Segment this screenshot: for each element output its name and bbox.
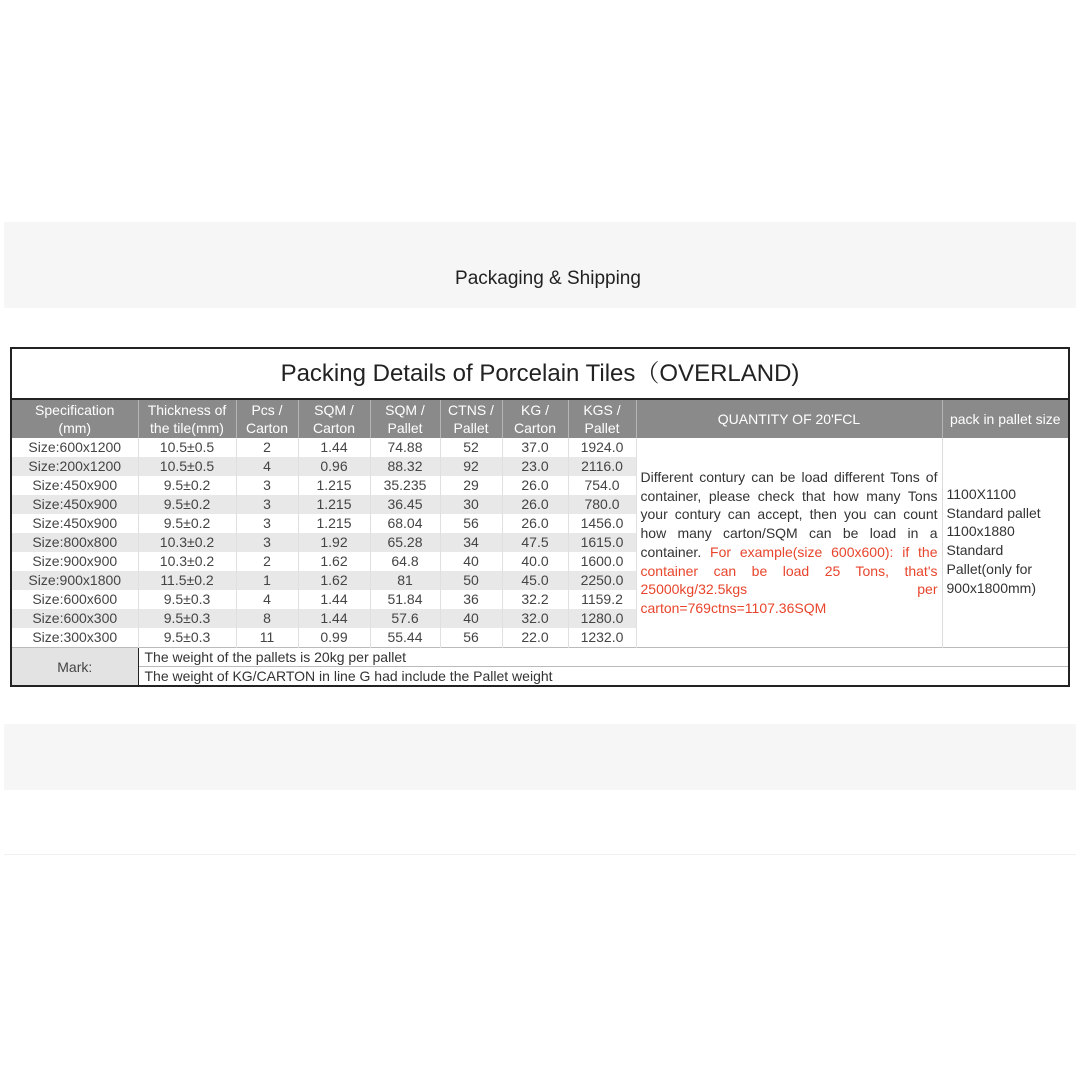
column-header bbox=[942, 400, 1068, 438]
column-header-text: SQM / bbox=[385, 402, 425, 418]
table-cell: 2 bbox=[236, 438, 298, 457]
table-cell: 11 bbox=[236, 628, 298, 648]
table-cell: 30 bbox=[440, 495, 502, 514]
top-band bbox=[4, 222, 1076, 308]
column-header-text: pack in pallet size bbox=[949, 411, 1061, 427]
table-cell: 35.235 bbox=[370, 476, 440, 495]
table-cell: 1.215 bbox=[298, 476, 370, 495]
table-cell: 1.44 bbox=[298, 438, 370, 457]
table-cell: 9.5±0.2 bbox=[138, 514, 236, 533]
table-cell: 1924.0 bbox=[568, 438, 636, 457]
table-cell: 10.3±0.2 bbox=[138, 552, 236, 571]
column-header-text: KG / bbox=[520, 402, 549, 418]
table-cell: Size:200x1200 bbox=[12, 457, 138, 476]
bottom-band bbox=[4, 724, 1076, 790]
table-cell: 9.5±0.3 bbox=[138, 590, 236, 609]
table-cell: 36 bbox=[440, 590, 502, 609]
table-cell: 26.0 bbox=[502, 476, 568, 495]
table-cell: 10.3±0.2 bbox=[138, 533, 236, 552]
table-cell: 4 bbox=[236, 590, 298, 609]
column-header-text: SQM / bbox=[314, 402, 354, 418]
table-cell: 88.32 bbox=[370, 457, 440, 476]
column-header bbox=[636, 400, 942, 438]
table-cell: 10.5±0.5 bbox=[138, 438, 236, 457]
column-header-text: Carton bbox=[312, 420, 356, 436]
mark-text: The weight of KG/CARTON in line G had include the Pallet weight bbox=[138, 667, 1068, 686]
table-cell: 26.0 bbox=[502, 514, 568, 533]
table-cell: 0.99 bbox=[298, 628, 370, 648]
table-cell: 32.2 bbox=[502, 590, 568, 609]
table-cell: 1.92 bbox=[298, 533, 370, 552]
table-cell: 1.44 bbox=[298, 590, 370, 609]
mark-label: Mark: bbox=[12, 648, 138, 686]
table-cell: 65.28 bbox=[370, 533, 440, 552]
table-cell: 22.0 bbox=[502, 628, 568, 648]
column-header-text: Pallet bbox=[387, 420, 423, 436]
table-cell: 4 bbox=[236, 457, 298, 476]
table-cell: 40 bbox=[440, 552, 502, 571]
table-cell: 34 bbox=[440, 533, 502, 552]
table-cell: Size:300x300 bbox=[12, 628, 138, 648]
table-cell: 92 bbox=[440, 457, 502, 476]
column-header-text: QUANTITY OF 20'FCL bbox=[717, 411, 861, 427]
column-header-text: Carton bbox=[513, 420, 557, 436]
column-header-text: Pcs / bbox=[251, 402, 283, 418]
table-cell: 29 bbox=[440, 476, 502, 495]
header-row bbox=[12, 400, 1068, 438]
quantity-note bbox=[636, 438, 942, 648]
pallet-size-note bbox=[942, 438, 1068, 648]
quantity-note-text: Different contury can be load different Tons of container, please check that how many Tons your contury can accept, then you can count how many carton/SQM can be load in a container. bbox=[640, 469, 938, 560]
table-cell: 1615.0 bbox=[568, 533, 636, 552]
table-cell: Size:600x600 bbox=[12, 590, 138, 609]
table-cell: 1 bbox=[236, 571, 298, 590]
table-cell: 56 bbox=[440, 514, 502, 533]
table-cell: Size:600x1200 bbox=[12, 438, 138, 457]
table-cell: 1280.0 bbox=[568, 609, 636, 628]
table-cell: 3 bbox=[236, 495, 298, 514]
divider bbox=[4, 854, 1076, 855]
pallet-size-text: 1100X1100 Standard pallet bbox=[946, 486, 1041, 521]
table-cell: 11.5±0.2 bbox=[138, 571, 236, 590]
column-header-text: Pallet bbox=[584, 420, 620, 436]
column-header bbox=[236, 400, 298, 438]
table-cell: 40.0 bbox=[502, 552, 568, 571]
column-header bbox=[440, 400, 502, 438]
column-header bbox=[370, 400, 440, 438]
table-cell: 9.5±0.3 bbox=[138, 609, 236, 628]
column-header-text: (mm) bbox=[58, 420, 92, 436]
table-cell: 55.44 bbox=[370, 628, 440, 648]
column-header bbox=[12, 400, 138, 438]
column-header-text: KGS / bbox=[583, 402, 621, 418]
table-cell: 2116.0 bbox=[568, 457, 636, 476]
table-cell: 56 bbox=[440, 628, 502, 648]
table-cell: 64.8 bbox=[370, 552, 440, 571]
table-cell: 1.215 bbox=[298, 495, 370, 514]
table-cell: 2 bbox=[236, 552, 298, 571]
table-cell: 780.0 bbox=[568, 495, 636, 514]
column-header-text: Carton bbox=[245, 420, 289, 436]
table-cell: 32.0 bbox=[502, 609, 568, 628]
table-cell: 1232.0 bbox=[568, 628, 636, 648]
table-body bbox=[12, 438, 1068, 685]
packing-table bbox=[12, 400, 1068, 685]
table-cell: 1.62 bbox=[298, 552, 370, 571]
column-header-text: Specification bbox=[35, 402, 115, 418]
table-cell: 2250.0 bbox=[568, 571, 636, 590]
table-cell: 9.5±0.2 bbox=[138, 476, 236, 495]
table-cell: Size:600x300 bbox=[12, 609, 138, 628]
table-cell: Size:800x800 bbox=[12, 533, 138, 552]
table-cell: 50 bbox=[440, 571, 502, 590]
column-header-text: CTNS / bbox=[448, 402, 494, 418]
table-cell: 1456.0 bbox=[568, 514, 636, 533]
column-header bbox=[502, 400, 568, 438]
table-cell: 57.6 bbox=[370, 609, 440, 628]
section-heading: Packaging & Shipping bbox=[455, 268, 641, 289]
sheet-title: Packing Details of Porcelain Tiles（OVERLAND) bbox=[12, 349, 1068, 400]
table-cell: 10.5±0.5 bbox=[138, 457, 236, 476]
column-header bbox=[138, 400, 236, 438]
table-cell: 47.5 bbox=[502, 533, 568, 552]
table-cell: 3 bbox=[236, 514, 298, 533]
table-cell: 1.62 bbox=[298, 571, 370, 590]
mark-row bbox=[12, 648, 1068, 667]
table-cell: Size:450x900 bbox=[12, 495, 138, 514]
table-cell: 40 bbox=[440, 609, 502, 628]
column-header bbox=[568, 400, 636, 438]
table-cell: 3 bbox=[236, 533, 298, 552]
column-header-text: Thickness of bbox=[147, 402, 227, 418]
mark-text: The weight of the pallets is 20kg per pallet bbox=[138, 648, 1068, 667]
table-cell: 37.0 bbox=[502, 438, 568, 457]
table-cell: 36.45 bbox=[370, 495, 440, 514]
table-cell: 9.5±0.3 bbox=[138, 628, 236, 648]
column-header-text: the tile(mm) bbox=[150, 420, 224, 436]
table-cell: 1.44 bbox=[298, 609, 370, 628]
table-cell: 0.96 bbox=[298, 457, 370, 476]
table-cell: 1600.0 bbox=[568, 552, 636, 571]
table-row bbox=[12, 438, 1068, 457]
table-cell: Size:450x900 bbox=[12, 514, 138, 533]
table-cell: 26.0 bbox=[502, 495, 568, 514]
pallet-size-text: 1100x1880 Standard Pallet(only for 900x1800mm) bbox=[946, 523, 1036, 596]
table-cell: 3 bbox=[236, 476, 298, 495]
table-cell: 1.215 bbox=[298, 514, 370, 533]
column-header-text: Pallet bbox=[453, 420, 489, 436]
table-cell: 8 bbox=[236, 609, 298, 628]
table-cell: 754.0 bbox=[568, 476, 636, 495]
column-header bbox=[298, 400, 370, 438]
table-cell: 1159.2 bbox=[568, 590, 636, 609]
table-cell: Size:900x900 bbox=[12, 552, 138, 571]
table-cell: 52 bbox=[440, 438, 502, 457]
table-cell: 81 bbox=[370, 571, 440, 590]
table-cell: 74.88 bbox=[370, 438, 440, 457]
packing-details-sheet bbox=[10, 347, 1070, 687]
table-cell: Size:450x900 bbox=[12, 476, 138, 495]
quantity-example-text: For example(size 600x600): if the container can be load 25 Tons, that's 25000kg/32.5kgs per carton=769ctns=1107.36SQM bbox=[640, 543, 938, 616]
table-cell: 45.0 bbox=[502, 571, 568, 590]
table-cell: 23.0 bbox=[502, 457, 568, 476]
table-cell: 51.84 bbox=[370, 590, 440, 609]
table-cell: 9.5±0.2 bbox=[138, 495, 236, 514]
mark-row bbox=[12, 667, 1068, 686]
table-cell: Size:900x1800 bbox=[12, 571, 138, 590]
table-cell: 68.04 bbox=[370, 514, 440, 533]
